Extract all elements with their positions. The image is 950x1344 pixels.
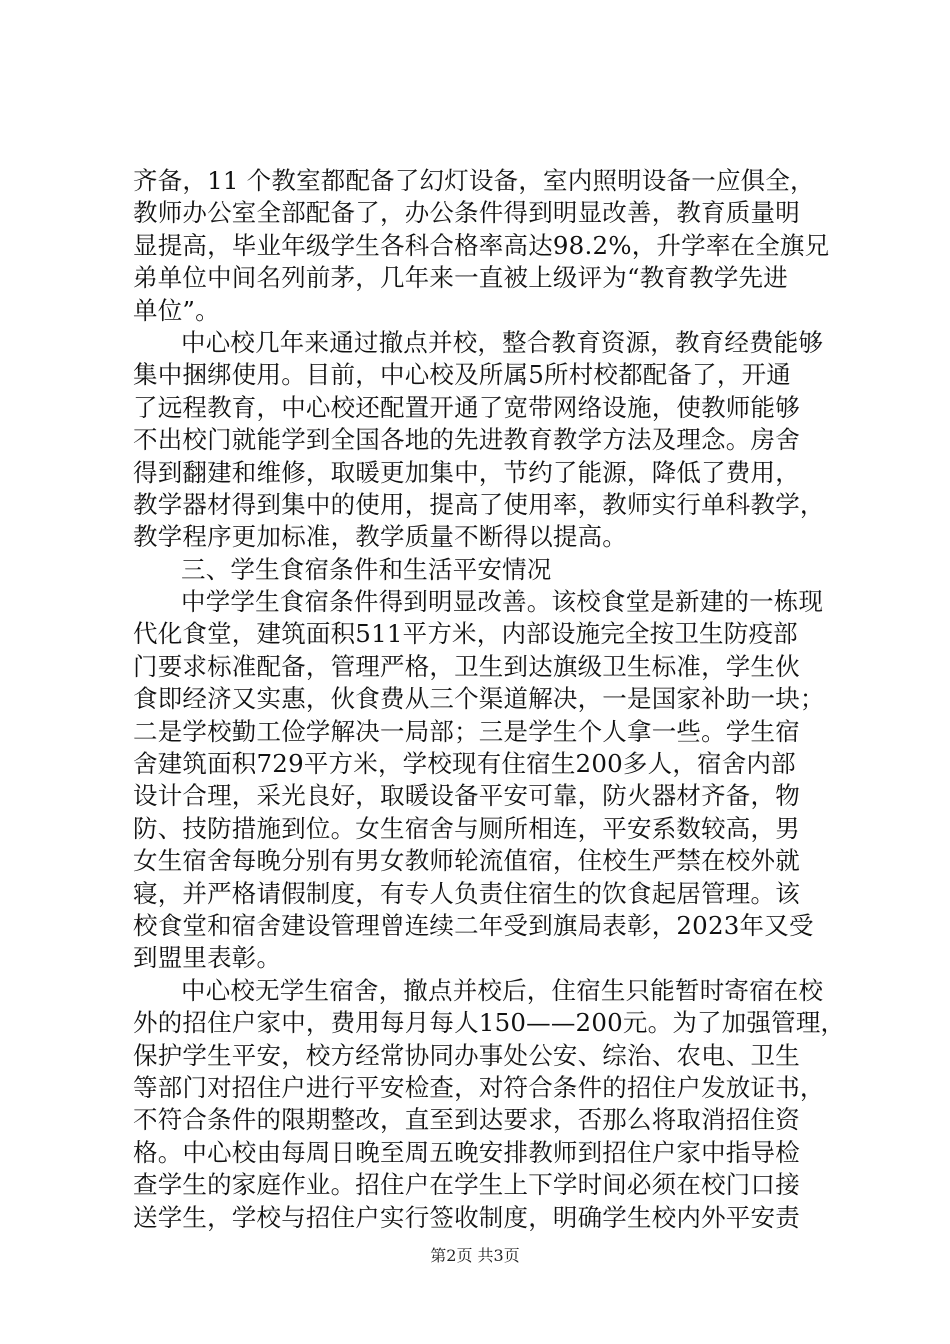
text-line: 集中捆绑使用。目前，中心校及所属5所村校都配备了，开通 bbox=[133, 360, 791, 390]
paragraph-start: 中心校几年来通过撤点并校，整合教育资源，教育经费能够 bbox=[181, 327, 824, 357]
text-line: 防、技防措施到位。女生宿舍与厕所相连，平安系数较高，男 bbox=[133, 813, 800, 843]
text-line: 得到翻建和维修，取暖更加集中，节约了能源，降低了费用， bbox=[133, 457, 800, 487]
text-line: 食即经济又实惠，伙食费从三个渠道解决，一是国家补助一块； bbox=[133, 684, 825, 714]
text-line: 格。中心校由每周日晚至周五晚安排教师到招住户家中指导检 bbox=[133, 1137, 800, 1167]
text-line: 教学程序更加标准，教学质量不断得以提高。 bbox=[133, 522, 627, 552]
text-line: 齐备，11 个教室都配备了幻灯设备，室内照明设备一应俱全， bbox=[133, 166, 815, 195]
text-line: 保护学生平安，校方经常协同办事处公安、综治、农电、卫生 bbox=[133, 1040, 800, 1070]
text-line: 弟单位中间名列前茅，几年来一直被上级评为“教育教学先进 bbox=[133, 263, 788, 293]
text-line: 等部门对招住户进行平安检查，对符合条件的招住户发放证书， bbox=[133, 1072, 825, 1102]
text-line: 校食堂和宿舍建设管理曾连续二年受到旗局表彰，2023年又受 bbox=[133, 910, 814, 940]
text-line: 寝，并严格请假制度，有专人负责住宿生的饮食起居管理。该 bbox=[133, 878, 800, 908]
text-line: 查学生的家庭作业。招住户在学生上下学时间必须在校门口接 bbox=[133, 1170, 800, 1200]
text-line: 教学器材得到集中的使用，提高了使用率，教师实行单科教学， bbox=[133, 489, 825, 519]
text-line: 设计合理，采光良好，取暖设备平安可靠，防火器材齐备，物 bbox=[133, 781, 800, 811]
text-line: 不出校门就能学到全国各地的先进教育教学方法及理念。房舍 bbox=[133, 425, 800, 455]
text-line: 了远程教育，中心校还配置开通了宽带网络设施，使教师能够 bbox=[133, 392, 800, 422]
body-text bbox=[133, 165, 846, 1234]
text-line: 到盟里表彰。 bbox=[133, 943, 282, 973]
text-line: 显提高，毕业年级学生各科合格率高达98.2%，升学率在全旗兄 bbox=[133, 230, 830, 260]
paragraph-start: 中心校无学生宿舍，撤点并校后，住宿生只能暂时寄宿在校 bbox=[181, 975, 824, 1005]
text-line: 二是学校勤工俭学解决一局部；三是学生个人拿一些。学生宿 bbox=[133, 716, 800, 746]
text-line: 舍建筑面积729平方米，学校现有住宿生200多人，宿舍内部 bbox=[133, 749, 796, 779]
paragraph-start: 中学学生食宿条件得到明显改善。该校食堂是新建的一栋现 bbox=[181, 587, 824, 617]
section-heading: 三、学生食宿条件和生活平安情况 bbox=[181, 554, 552, 584]
text-line: 单位”。 bbox=[133, 295, 220, 325]
text-line: 送学生，学校与招住户实行签收制度，明确学生校内外平安责 bbox=[133, 1202, 800, 1232]
text-line: 外的招住户家中，费用每月每人150——200元。为了加强管理， bbox=[133, 1008, 846, 1038]
page-footer: 第2页 共3页 bbox=[430, 1246, 520, 1265]
text-line: 门要求标准配备，管理严格，卫生到达旗级卫生标准，学生伙 bbox=[133, 651, 800, 681]
text-line: 女生宿舍每晚分别有男女教师轮流值宿，住校生严禁在校外就 bbox=[133, 846, 800, 876]
text-line: 教师办公室全部配备了，办公条件得到明显改善，教育质量明 bbox=[133, 198, 800, 228]
text-line: 代化食堂，建筑面积511平方米，内部设施完全按卫生防疫部 bbox=[133, 619, 798, 649]
text-line: 不符合条件的限期整改，直至到达要求，否那么将取消招住资 bbox=[133, 1105, 800, 1135]
